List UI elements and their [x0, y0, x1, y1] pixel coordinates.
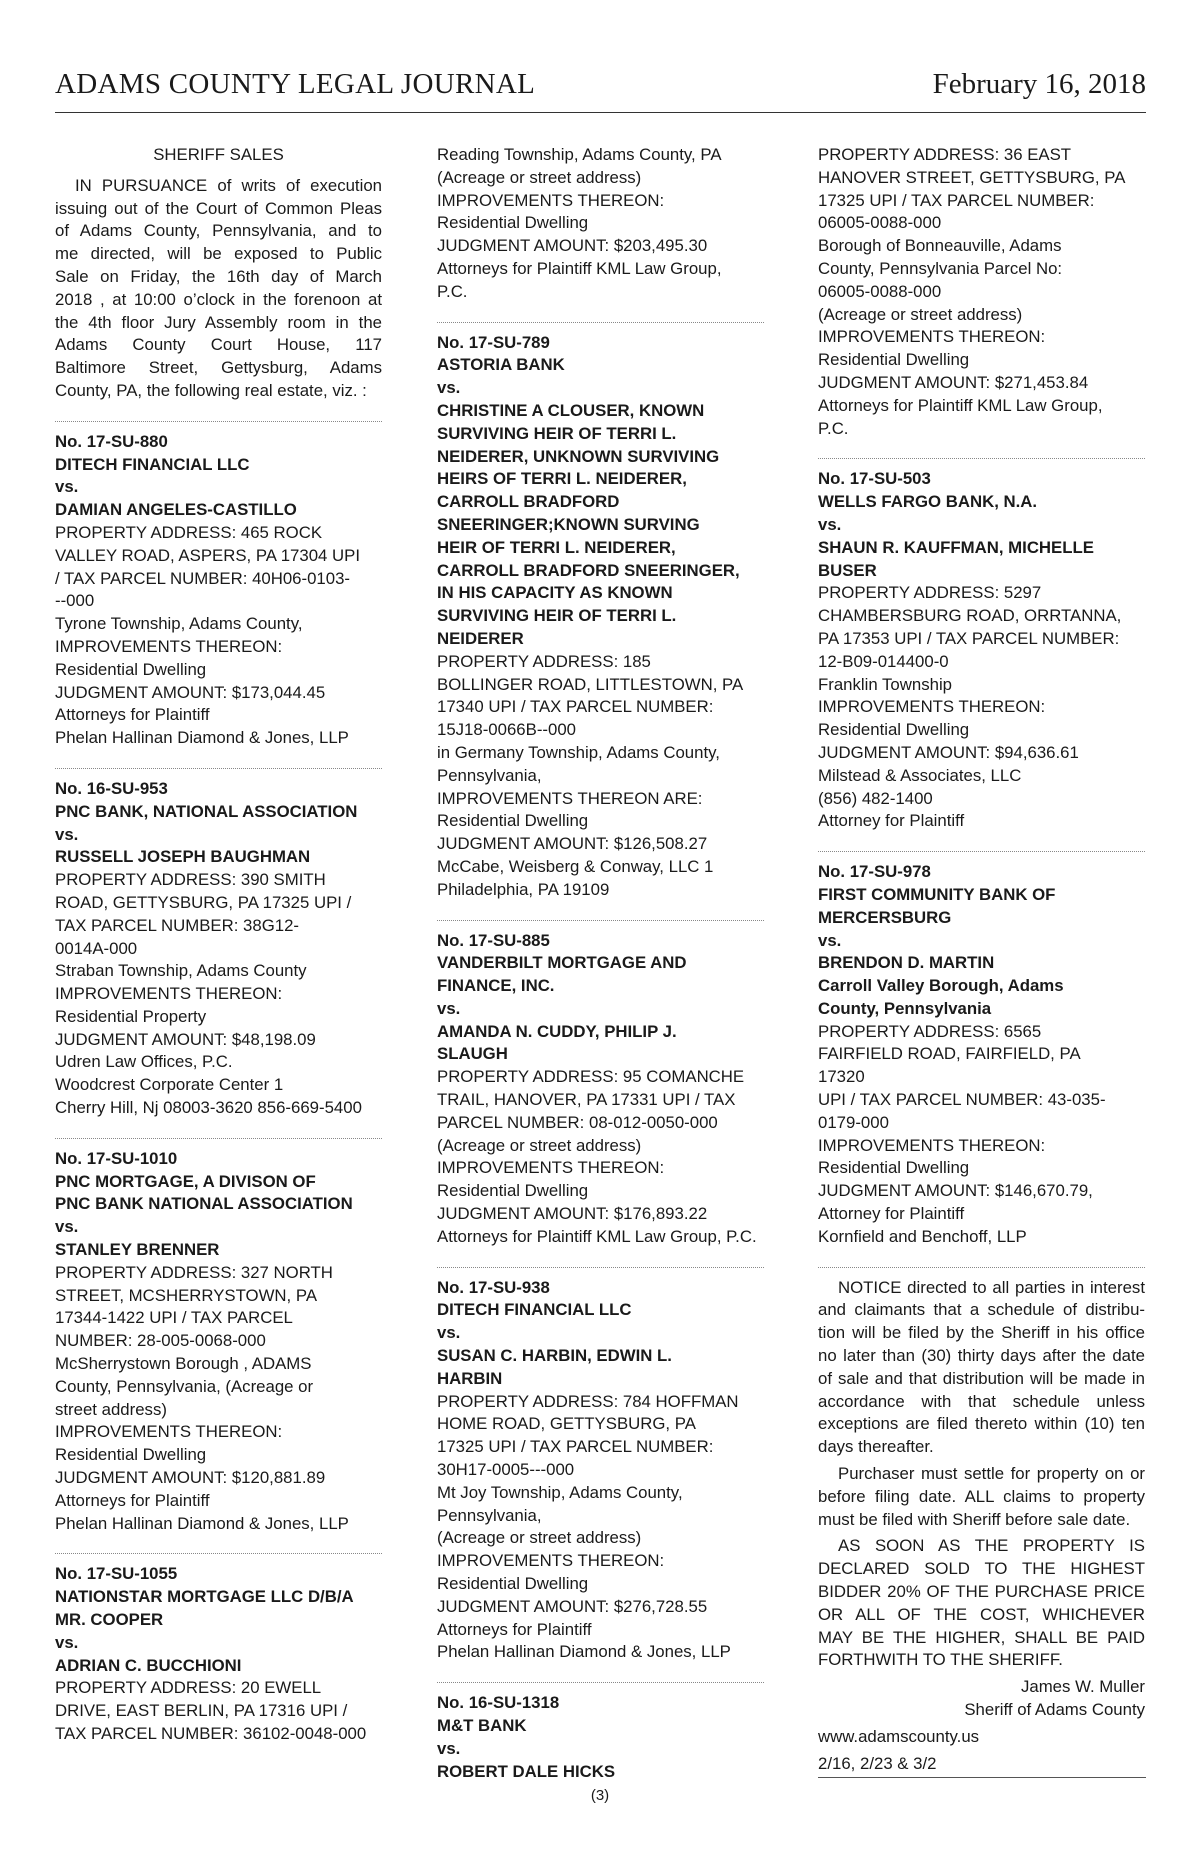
text-line: Attorneys for Plaintiff KML Law Group,	[818, 395, 1103, 415]
text-line: Straban Township, Adams County	[55, 961, 307, 981]
text-line: STREET, MCSHERRYSTOWN, PA	[55, 1285, 318, 1305]
case-heading-line: FIRST COMMUNITY BANK OF	[818, 884, 1056, 904]
text-line: days thereafter.	[818, 1437, 934, 1457]
text-line: McSherrystown Borough , ADAMS	[55, 1354, 312, 1374]
case-heading-line: BUSER	[818, 560, 877, 580]
text-line: McCabe, Weisberg & Conway, LLC 1	[437, 856, 714, 876]
case-heading-line: DITECH FINANCIAL LLC	[55, 454, 250, 474]
text-line: IMPROVEMENTS THEREON:	[437, 1551, 665, 1571]
text-line: Cherry Hill, Nj 08003-3620 856-669-5400	[55, 1098, 362, 1118]
text-line: BIDDER 20% OF THE PURCHASE PRICE	[818, 1582, 1145, 1602]
entry-separator	[818, 851, 1145, 852]
text-line: IMPROVEMENTS THEREON:	[55, 984, 283, 1004]
text-line: County, Pennsylvania Parcel No:	[818, 258, 1063, 278]
text-line: TRAIL, HANOVER, PA 17331 UPI / TAX	[437, 1090, 736, 1110]
text-line: no later than (30) thirty days after the date	[818, 1346, 1145, 1366]
journal-title: ADAMS COUNTY LEGAL JOURNAL	[55, 68, 536, 100]
case-heading-line: ADRIAN C. BUCCHIONI	[55, 1655, 242, 1675]
case-heading-line: No. 16-SU-1318	[437, 1693, 560, 1713]
entry-separator	[437, 322, 764, 323]
text-line: 06005-0088-000	[818, 213, 942, 233]
page-number: (3)	[590, 1787, 610, 1804]
text-line: IN PURSUANCE of writs of execution	[75, 175, 382, 195]
case-heading-line: Carroll Valley Borough, Adams	[818, 976, 1064, 996]
text-line: JUDGMENT AMOUNT: $271,453.84	[818, 372, 1089, 392]
case-heading-line: SNEERINGER;KNOWN SURVING	[437, 514, 700, 534]
text-line: 15J18-0066B--000	[437, 720, 577, 740]
text-line: Purchaser must settle for property on or	[838, 1464, 1145, 1484]
text-line: County, PA, the following real estate, viz. :	[55, 380, 367, 400]
text-line: JUDGMENT AMOUNT: $203,495.30	[437, 236, 708, 256]
text-line: JUDGMENT AMOUNT: $126,508.27	[437, 834, 708, 854]
text-line: 17325 UPI / TAX PARCEL NUMBER:	[437, 1437, 714, 1457]
case-heading-line: CARROLL BRADFORD SNEERINGER,	[437, 560, 740, 580]
text-line: IMPROVEMENTS THEREON ARE:	[437, 788, 703, 808]
case-heading-line: CHRISTINE A CLOUSER, KNOWN	[437, 400, 705, 420]
text-line: Tyrone Township, Adams County,	[55, 614, 303, 634]
text-line: Phelan Hallinan Diamond & Jones, LLP	[55, 728, 349, 748]
text-line: P.C.	[437, 281, 468, 301]
text-line: AS SOON AS THE PROPERTY IS	[838, 1536, 1145, 1556]
case-heading-line: ASTORIA BANK	[437, 355, 565, 375]
text-line: must be filed with Sheriff before sale date.	[818, 1509, 1131, 1529]
case-heading-line: SHAUN R. KAUFFMAN, MICHELLE	[818, 537, 1094, 557]
case-heading-line: MERCERSBURG	[818, 907, 952, 927]
case-heading-line: No. 17-SU-978	[818, 862, 931, 882]
text-line: Woodcrest Corporate Center 1	[55, 1075, 284, 1095]
text-line: 2018 , at 10:00 o’clock in the forenoon at	[55, 289, 382, 309]
text-line: 17325 UPI / TAX PARCEL NUMBER:	[818, 190, 1095, 210]
case-heading-line: vs.	[55, 1632, 79, 1652]
case-heading-line: No. 16-SU-953	[55, 778, 168, 798]
text-line: Pennsylvania,	[437, 765, 542, 785]
text-line: P.C.	[818, 418, 849, 438]
text-line: Residential Dwelling	[437, 213, 589, 233]
text-line: Residential Dwelling	[55, 659, 207, 679]
text-line: FAIRFIELD ROAD, FAIRFIELD, PA	[818, 1044, 1081, 1064]
case-heading-line: VANDERBILT MORTGAGE AND	[437, 953, 687, 973]
text-line: Mt Joy Township, Adams County,	[437, 1482, 683, 1502]
text-line: PROPERTY ADDRESS: 465 ROCK	[55, 522, 323, 542]
text-line: PROPERTY ADDRESS: 390 SMITH	[55, 870, 326, 890]
case-heading-line: NEIDERER, UNKNOWN SURVIVING	[437, 446, 720, 466]
text-line: 2/16, 2/23 & 3/2	[818, 1753, 937, 1773]
text-line: NOTICE directed to all parties in interest	[838, 1277, 1145, 1297]
case-heading-line: vs.	[437, 378, 461, 398]
text-line: me directed, will be exposed to Public	[55, 244, 382, 264]
case-heading-line: vs.	[55, 1217, 79, 1237]
text-line: TAX PARCEL NUMBER: 38G12-	[55, 915, 300, 935]
text-line: JUDGMENT AMOUNT: $146,670.79,	[818, 1181, 1093, 1201]
text-line: accordance with that schedule unless	[818, 1391, 1145, 1411]
text-line: tion will be filed by the Sheriff in his office	[818, 1323, 1145, 1343]
text-line: DECLARED SOLD TO THE HIGHEST	[818, 1559, 1145, 1579]
text-line: OR ALL OF THE COST, WHICHEVER	[818, 1604, 1145, 1624]
text-line: 0179-000	[818, 1112, 889, 1132]
text-line: PROPERTY ADDRESS: 784 HOFFMAN	[437, 1391, 739, 1411]
text-line: PROPERTY ADDRESS: 20 EWELL	[55, 1678, 322, 1698]
case-heading-line: No. 17-SU-1055	[55, 1564, 178, 1584]
text-line: www.adamscounty.us	[818, 1726, 980, 1746]
text-line: in Germany Township, Adams County,	[437, 742, 720, 762]
closing-rule	[818, 1777, 1146, 1778]
text-line: NUMBER: 28-005-0068-000	[55, 1331, 266, 1351]
text-line: ROAD, GETTYSBURG, PA 17325 UPI /	[55, 892, 352, 912]
text-line: IMPROVEMENTS THEREON:	[55, 1422, 283, 1442]
text-line: 30H17-0005---000	[437, 1460, 575, 1480]
text-line: PARCEL NUMBER: 08-012-0050-000	[437, 1112, 718, 1132]
text-line: PROPERTY ADDRESS: 5297	[818, 583, 1042, 603]
case-heading-line: WELLS FARGO BANK, N.A.	[818, 492, 1038, 512]
text-line: --000	[55, 591, 95, 611]
case-heading-line: PNC MORTGAGE, A DIVISON OF	[55, 1171, 316, 1191]
text-line: MAY BE THE HIGHER, SHALL BE PAID	[818, 1627, 1145, 1647]
text-line: PA 17353 UPI / TAX PARCEL NUMBER:	[818, 628, 1120, 648]
text-line: Attorneys for Plaintiff KML Law Group,	[437, 258, 722, 278]
text-line: 0014A-000	[55, 938, 138, 958]
text-line: Attorneys for Plaintiff	[55, 705, 210, 725]
case-heading-line: FINANCE, INC.	[437, 976, 555, 996]
text-line: (Acreage or street address)	[437, 1528, 642, 1548]
case-heading-line: No. 17-SU-789	[437, 332, 550, 352]
text-line: Adams County Court House, 117	[55, 335, 382, 355]
text-line: James W. Muller	[1020, 1677, 1145, 1697]
case-heading-line: SUSAN C. HARBIN, EDWIN L.	[437, 1346, 672, 1366]
case-heading-line: vs.	[818, 514, 842, 534]
text-line: Residential Dwelling	[437, 1181, 589, 1201]
case-heading-line: No. 17-SU-880	[55, 431, 168, 451]
text-line: PROPERTY ADDRESS: 327 NORTH	[55, 1262, 333, 1282]
case-heading-line: IN HIS CAPACITY AS KNOWN	[437, 583, 673, 603]
case-heading-line: vs.	[55, 477, 79, 497]
text-line: Residential Dwelling	[437, 811, 589, 831]
text-line: HOME ROAD, GETTYSBURG, PA	[437, 1414, 696, 1434]
case-heading-line: MR. COOPER	[55, 1610, 164, 1630]
entry-separator	[818, 458, 1145, 459]
text-line: issuing out of the Court of Common Pleas	[55, 198, 382, 218]
text-line: BOLLINGER ROAD, LITTLESTOWN, PA	[437, 674, 744, 694]
case-heading-line: HEIRS OF TERRI L. NEIDERER,	[437, 469, 687, 489]
text-line: JUDGMENT AMOUNT: $120,881.89	[55, 1468, 326, 1488]
spacer	[55, 167, 382, 175]
case-heading-line: No. 17-SU-938	[437, 1277, 550, 1297]
text-line: Udren Law Offices, P.C.	[55, 1052, 233, 1072]
case-heading-line: AMANDA N. CUDDY, PHILIP J.	[437, 1021, 677, 1041]
case-heading-line: PNC BANK NATIONAL ASSOCIATION	[55, 1194, 353, 1214]
text-line: Borough of Bonneauville, Adams	[818, 236, 1062, 256]
entry-separator	[818, 1267, 1145, 1268]
text-line: Attorney for Plaintiff	[818, 811, 965, 831]
column-right	[818, 144, 1145, 1775]
text-line: Residential Dwelling	[818, 1158, 970, 1178]
text-line: (Acreage or street address)	[818, 304, 1023, 324]
text-line: Pennsylvania,	[437, 1505, 542, 1525]
text-line: JUDGMENT AMOUNT: $173,044.45	[55, 682, 326, 702]
case-heading-line: vs.	[55, 824, 79, 844]
text-line: Residential Dwelling	[818, 350, 970, 370]
case-heading-line: RUSSELL JOSEPH BAUGHMAN	[55, 847, 311, 867]
text-line: Philadelphia, PA 19109	[437, 879, 610, 899]
case-heading-line: DITECH FINANCIAL LLC	[437, 1300, 632, 1320]
text-line: Baltimore Street, Gettysburg, Adams	[55, 358, 382, 378]
case-heading-line: SLAUGH	[437, 1044, 508, 1064]
text-line: Residential Dwelling	[55, 1445, 207, 1465]
text-line: street address)	[55, 1399, 167, 1419]
text-line: IMPROVEMENTS THEREON:	[818, 327, 1046, 347]
case-heading-line: No. 17-SU-885	[437, 930, 550, 950]
case-heading-line: vs.	[437, 1323, 461, 1343]
text-line: Residential Property	[55, 1006, 207, 1026]
text-line: 17344-1422 UPI / TAX PARCEL	[55, 1308, 293, 1328]
text-line: County, Pennsylvania, (Acreage or	[55, 1376, 314, 1396]
text-line: IMPROVEMENTS THEREON:	[818, 697, 1046, 717]
text-line: Sheriff of Adams County	[964, 1700, 1145, 1719]
case-heading-line: DAMIAN ANGELES-CASTILLO	[55, 500, 297, 520]
entry-separator	[55, 768, 382, 769]
text-line: FORTHWITH TO THE SHERIFF.	[818, 1650, 1063, 1670]
text-line: Residential Dwelling	[437, 1574, 589, 1594]
text-line: PROPERTY ADDRESS: 6565	[818, 1021, 1042, 1041]
case-heading-line: County, Pennsylvania	[818, 998, 992, 1018]
text-line: of sale and that distribution will be made in	[818, 1368, 1145, 1388]
case-heading-line: SURVIVING HEIR OF TERRI L.	[437, 606, 677, 626]
text-line: Reading Township, Adams County, PA	[437, 145, 722, 164]
case-heading-line: SURVIVING HEIR OF TERRI L.	[437, 423, 677, 443]
case-heading-line: BRENDON D. MARTIN	[818, 953, 995, 973]
text-line: IMPROVEMENTS THEREON:	[818, 1135, 1046, 1155]
text-line: JUDGMENT AMOUNT: $276,728.55	[437, 1596, 708, 1616]
text-line: Franklin Township	[818, 674, 953, 694]
text-line: and claimants that a schedule of distribu-	[818, 1300, 1145, 1320]
case-heading-line: vs.	[818, 930, 842, 950]
text-line: Phelan Hallinan Diamond & Jones, LLP	[437, 1642, 731, 1662]
case-heading-line: NEIDERER	[437, 628, 524, 648]
text-line: (856) 482-1400	[818, 788, 933, 808]
text-line: TAX PARCEL NUMBER: 36102-0048-000	[55, 1724, 367, 1743]
text-line: JUDGMENT AMOUNT: $48,198.09	[55, 1029, 316, 1049]
text-line: 06005-0088-000	[818, 281, 942, 301]
text-line: PROPERTY ADDRESS: 36 EAST	[818, 145, 1072, 164]
text-line: Phelan Hallinan Diamond & Jones, LLP	[55, 1513, 349, 1533]
text-line: Residential Dwelling	[818, 720, 970, 740]
case-heading-line: No. 17-SU-1010	[55, 1148, 178, 1168]
text-line: Attorneys for Plaintiff KML Law Group, P.C.	[437, 1226, 757, 1246]
text-line: the 4th floor Jury Assembly room in the	[55, 312, 382, 332]
column-left	[55, 144, 382, 1746]
issue-date: February 16, 2018	[932, 68, 1146, 100]
entry-separator	[437, 1682, 764, 1683]
text-line: PROPERTY ADDRESS: 95 COMANCHE	[437, 1067, 745, 1087]
case-heading-line: vs.	[437, 998, 461, 1018]
text-line: DRIVE, EAST BERLIN, PA 17316 UPI /	[55, 1701, 348, 1721]
entry-separator	[55, 1138, 382, 1139]
text-line: JUDGMENT AMOUNT: $94,636.61	[818, 742, 1079, 762]
case-heading-line: PNC BANK, NATIONAL ASSOCIATION	[55, 801, 358, 821]
text-line: JUDGMENT AMOUNT: $176,893.22	[437, 1204, 708, 1224]
text-line: IMPROVEMENTS THEREON:	[55, 636, 283, 656]
page-header	[55, 68, 1146, 113]
text-line: 12-B09-014400-0	[818, 651, 949, 671]
text-line: VALLEY ROAD, ASPERS, PA 17304 UPI	[55, 545, 361, 565]
case-heading-line: ROBERT DALE HICKS	[437, 1761, 616, 1781]
text-line: (Acreage or street address)	[437, 1135, 642, 1155]
text-line: Kornfield and Benchoff, LLP	[818, 1226, 1027, 1246]
text-line: UPI / TAX PARCEL NUMBER: 43-035-	[818, 1090, 1106, 1110]
text-line: Attorneys for Plaintiff	[437, 1619, 592, 1639]
entry-separator	[437, 920, 764, 921]
case-heading-line: HEIR OF TERRI L. NEIDERER,	[437, 537, 676, 557]
text-line: IMPROVEMENTS THEREON:	[437, 1158, 665, 1178]
case-heading-line: M&T BANK	[437, 1716, 527, 1735]
case-heading-line: No. 17-SU-503	[818, 469, 931, 489]
text-line: PROPERTY ADDRESS: 185	[437, 651, 651, 671]
case-heading-line: CARROLL BRADFORD	[437, 492, 620, 512]
text-line: before filing date. ALL claims to property	[818, 1486, 1145, 1506]
text-line: Milstead & Associates, LLC	[818, 765, 1022, 785]
text-line: Attorney for Plaintiff	[818, 1204, 965, 1224]
entry-separator	[437, 1267, 764, 1268]
text-line: 17340 UPI / TAX PARCEL NUMBER:	[437, 697, 714, 717]
text-line: of Adams County, Pennsylvania, and to	[55, 221, 382, 241]
text-line: CHAMBERSBURG ROAD, ORRTANNA,	[818, 606, 1122, 626]
text-line: (Acreage or street address)	[437, 167, 642, 187]
text-line: IMPROVEMENTS THEREON:	[437, 190, 665, 210]
column-middle	[437, 144, 764, 1783]
text-line: SHERIFF SALES	[153, 145, 284, 164]
text-line: 17320	[818, 1067, 865, 1087]
case-heading-line: HARBIN	[437, 1368, 503, 1388]
entry-separator	[55, 421, 382, 422]
case-heading-line: STANLEY BRENNER	[55, 1240, 220, 1260]
text-line: HANOVER STREET, GETTYSBURG, PA	[818, 167, 1126, 187]
text-line: / TAX PARCEL NUMBER: 40H06-0103-	[55, 568, 351, 588]
text-line: Sale on Friday, the 16th day of March	[55, 266, 382, 286]
case-heading-line: NATIONSTAR MORTGAGE LLC D/B/A	[55, 1587, 354, 1607]
text-line: exceptions are filed thereto within (10) ten	[818, 1414, 1145, 1434]
case-heading-line: vs.	[437, 1738, 461, 1758]
entry-separator	[55, 1553, 382, 1554]
text-line: Attorneys for Plaintiff	[55, 1490, 210, 1510]
